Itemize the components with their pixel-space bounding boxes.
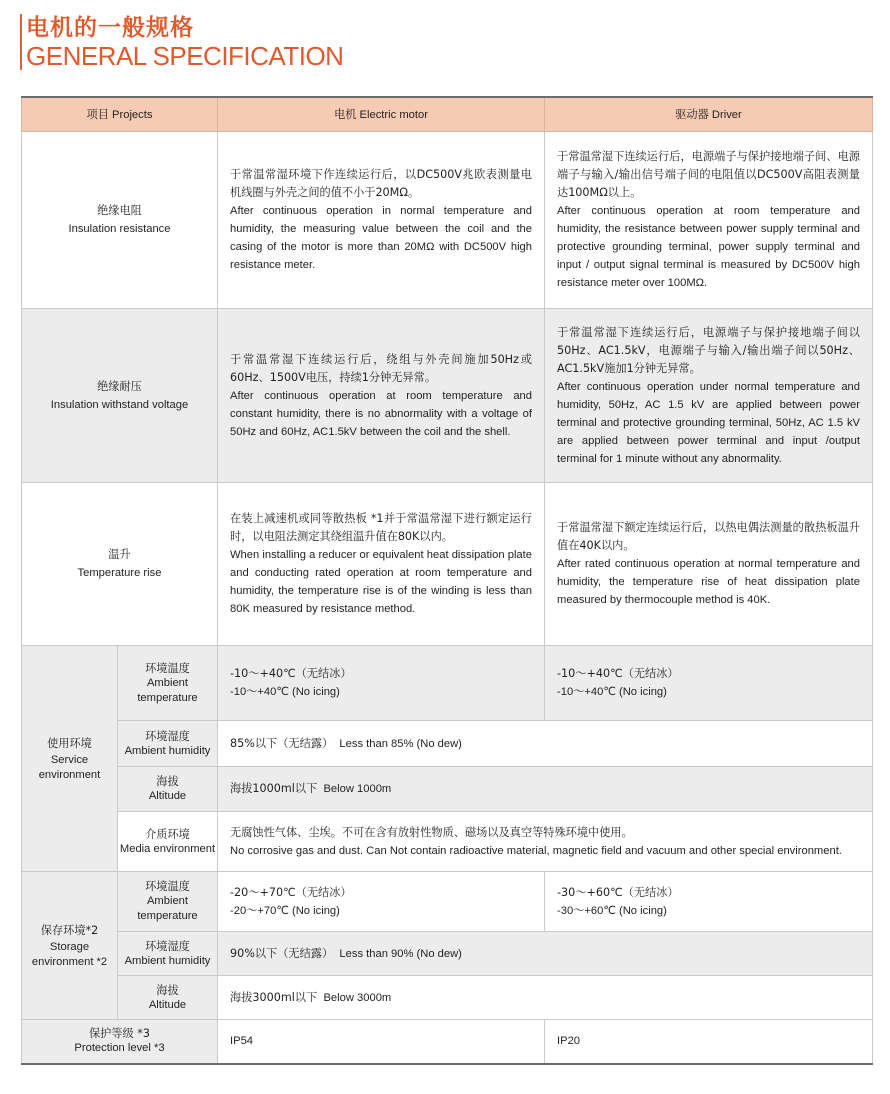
- value-service-ambient-humidity: [218, 721, 873, 767]
- motor-insulation-resistance: [218, 132, 545, 309]
- driver-cn-text: -10～+40℃（无结冰）: [557, 667, 679, 680]
- label-cn: 海拔: [156, 775, 179, 788]
- label-en: Protection level *3: [74, 1042, 165, 1055]
- label-cn: 海拔: [156, 983, 179, 997]
- value-cn: 无腐蚀性气体、尘埃。不可在含有放射性物质、磁场以及真空等特殊环境中使用。: [230, 825, 633, 839]
- row-storage-ambient-humidity: [22, 932, 873, 976]
- label-cn: 使用环境: [47, 736, 92, 750]
- motor-cn-text: 于常温常湿环境下作连续运行后，以DC500V兆欧表测量电机线圈与外壳之间的值不小于20MΩ。: [230, 168, 532, 199]
- label-en-1: Ambient: [146, 895, 189, 907]
- value-en: Less than 90% (No dew): [339, 947, 462, 960]
- label-service-media: [118, 812, 218, 872]
- header-projects: 项目 Projects: [22, 97, 218, 132]
- label-storage-ambient-temp: [118, 872, 218, 932]
- label-en-1: Service: [50, 753, 89, 766]
- motor-en-text: -10～+40℃ (No icing): [230, 686, 340, 698]
- row-insulation-resistance: [22, 132, 873, 309]
- specification-table: [21, 96, 873, 1065]
- driver-en-text: After continuous operation at room temperature and humidity, the resistance between power supply terminal and protective grounding terminal, power supply terminal and input / output signal terminal is measured by DC500V high resistance meter over 100MΩ.: [557, 205, 860, 289]
- driver-cn-text: 于常温常湿下连续运行后，电源端子与保护接地端子间、电源端子与输入/输出信号端子间的电阻值以DC500V高阻表测量达100MΩ以上。: [557, 150, 860, 199]
- value-service-media: [218, 812, 873, 872]
- driver-en-text: After continuous operation under normal temperature and humidity, 50Hz, AC 1.5 kV are applied between power terminal and protective grounding terminal, 50Hz, AC 1.5 kV are applied between power terminal and input /output terminal for 1 minute without any abnormality.: [557, 380, 860, 465]
- row-storage-altitude: [22, 976, 873, 1020]
- label-storage-ambient-humidity: [118, 932, 218, 976]
- driver-en-text: After rated continuous operation at normal temperature and humidity, the temperature rise of heat dissipation plate measured by thermocouple method is 40K.: [557, 558, 860, 606]
- label-cn: 绝缘耐压: [97, 379, 142, 393]
- label-service-ambient-temp: [118, 646, 218, 721]
- row-service-altitude: [22, 767, 873, 812]
- page-heading: [20, 14, 343, 70]
- label-en: Insulation withstand voltage: [50, 398, 189, 411]
- label-storage-environment: [22, 872, 118, 1020]
- label-cn: 保护等级 *3: [88, 1027, 151, 1041]
- value-storage-ambient-humidity: [218, 932, 873, 976]
- label-en: Ambient humidity: [124, 954, 211, 967]
- motor-temperature-rise: [218, 483, 545, 646]
- label-storage-altitude: [118, 976, 218, 1020]
- row-storage-ambient-temp: [22, 872, 873, 932]
- motor-service-ambient-temp: [218, 646, 545, 721]
- row-service-ambient-temp: [22, 646, 873, 721]
- motor-cn-text: 于常温常湿下连续运行后，绕组与外壳间施加50Hz或60Hz、1500V电压，持续1分钟无异常。: [230, 352, 532, 384]
- value-cn: 90%以下（无结露）: [230, 946, 334, 960]
- label-en: Ambient humidity: [124, 744, 211, 757]
- row-service-ambient-humidity: [22, 721, 873, 767]
- label-service-ambient-humidity: [118, 721, 218, 767]
- label-protection-level: [22, 1020, 218, 1064]
- value-en: Less than 85% (No dew): [339, 737, 462, 750]
- label-en: Altitude: [148, 790, 187, 802]
- motor-storage-ambient-temp: [218, 872, 545, 932]
- label-en-1: Ambient: [146, 676, 189, 689]
- header-driver: 驱动器 Driver: [545, 97, 873, 132]
- label-insulation-resistance: [22, 132, 218, 309]
- label-service-altitude: [118, 767, 218, 812]
- driver-protection-level: IP20: [545, 1020, 873, 1064]
- label-en: Media environment: [119, 842, 216, 855]
- value-cn: 海拔3000ml以下: [230, 990, 318, 1004]
- driver-temperature-rise: [545, 483, 873, 646]
- label-en-2: temperature: [137, 691, 198, 704]
- driver-cn-text: -30～+60℃（无结冰）: [557, 885, 679, 899]
- table-header-row: [22, 97, 873, 132]
- label-en-1: Storage: [49, 940, 90, 953]
- value-en: Below 3000m: [323, 991, 392, 1004]
- row-insulation-voltage: [22, 309, 873, 483]
- value-storage-altitude: [218, 976, 873, 1020]
- label-insulation-voltage: [22, 309, 218, 483]
- label-en: Altitude: [148, 998, 187, 1011]
- motor-cn-text: -10～+40℃（无结冰）: [230, 667, 352, 680]
- driver-en-text: -10～+40℃ (No icing): [557, 686, 667, 698]
- row-service-media: [22, 812, 873, 872]
- motor-cn-text: -20～+70℃（无结冰）: [230, 885, 352, 899]
- page-title-en: GENERAL SPECIFICATION: [26, 41, 344, 71]
- driver-en-text: -30～+60℃ (No icing): [557, 904, 667, 917]
- row-protection-level: [22, 1020, 873, 1064]
- value-en: No corrosive gas and dust. Can Not contain radioactive material, magnetic field and vacuum and other special environment.: [230, 844, 842, 857]
- driver-cn-text: 于常温常湿下额定连续运行后，以热电偶法测量的散热板温升值在40K以内。: [557, 521, 860, 552]
- label-temperature-rise: [22, 483, 218, 646]
- value-cn: 海拔1000ml以下: [230, 782, 318, 795]
- label-en: Temperature rise: [77, 567, 162, 579]
- driver-service-ambient-temp: [545, 646, 873, 721]
- label-service-environment: [22, 646, 118, 872]
- label-cn: 保存环境*2: [40, 923, 99, 937]
- value-en: Below 1000m: [323, 783, 392, 795]
- motor-en-text: -20～+70℃ (No icing): [230, 904, 340, 917]
- label-cn: 环境温度: [145, 661, 190, 675]
- motor-en-text: After continuous operation at room temperature and constant humidity, there is no abnormality with a voltage of 50Hz and 60Hz, AC1.5kV between the coil and the shell.: [230, 389, 532, 438]
- page-title-cn: 电机的一般规格: [26, 15, 194, 41]
- row-temperature-rise: [22, 483, 873, 646]
- label-cn: 环境温度: [145, 880, 190, 893]
- label-cn: 环境湿度: [145, 729, 190, 743]
- value-service-altitude: [218, 767, 873, 812]
- label-cn: 绝缘电阻: [97, 204, 142, 217]
- label-en: Insulation resistance: [68, 223, 171, 235]
- label-en-2: temperature: [137, 910, 198, 922]
- label-en-2: environment *2: [31, 955, 108, 968]
- motor-cn-text: 在装上减速机或同等散热板 *1并于常温常湿下进行额定运行时，以电阻法测定其绕组温升值在80K以内。: [230, 512, 532, 543]
- driver-insulation-resistance: [545, 132, 873, 309]
- motor-insulation-voltage: [218, 309, 545, 483]
- label-cn: 环境湿度: [145, 939, 190, 953]
- motor-en-text: After continuous operation in normal temperature and humidity, the measuring value between the coil and the casing of the motor is more than 20MΩ with DC500V high resistance meter.: [230, 205, 532, 271]
- label-cn: 介质环境: [145, 827, 190, 841]
- label-en-2: environment: [38, 768, 101, 781]
- driver-cn-text: 于常温常湿下连续运行后，电源端子与保护接地端子间以50Hz、AC1.5kV，电源端子与输入/输出端子间以50Hz、AC1.5kV施加1分钟无异常。: [557, 325, 860, 375]
- motor-protection-level: IP54: [218, 1020, 545, 1064]
- motor-en-text: When installing a reducer or equivalent heat dissipation plate and conducting rated operation at room temperature and humidity, the temperature rise is of the winding is less than 80K measured by resistance method.: [230, 549, 532, 615]
- value-cn: 85%以下（无结露）: [230, 736, 334, 750]
- label-cn: 温升: [108, 548, 131, 561]
- driver-insulation-voltage: [545, 309, 873, 483]
- driver-storage-ambient-temp: [545, 872, 873, 932]
- header-motor: 电机 Electric motor: [218, 97, 545, 132]
